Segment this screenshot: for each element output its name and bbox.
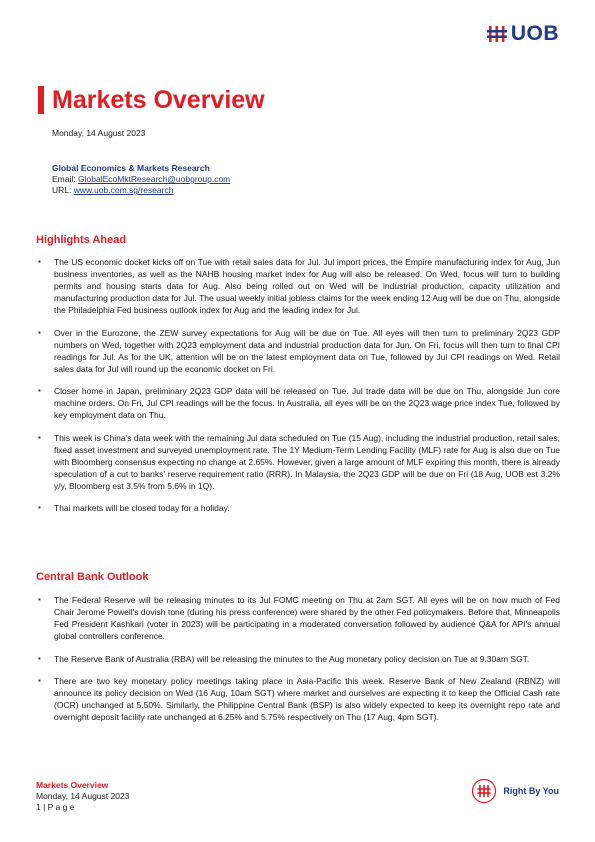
page-number: 1 | P a g e — [36, 802, 75, 812]
list-item: ▪ The Federal Reserve will be releasing minutes to its Jul FOMC meeting on Thu at 2am SGT. All eyes will be on how much of Fed Chair Jerome Powell's dovish tone (during his press conference) were shared by the other Fed policymakers. Before that, Minneapolis Fed President Kashkari (voter in 2023) will be participating in a moderated conversation followed by audience Q&A for API's annual global controllers conference. — [36, 594, 560, 642]
footer-title: Markets Overview — [36, 780, 109, 790]
list-item: ▪ This week is China's data week with the remaining Jul data scheduled on Tue (15 Aug), including the industrial production, retail sales, fixed asset investment and surveyed unemployment rate. The 1Y Medium-Term Lending Facility (MLF) rate for Aug is also due on Tue with Bloomberg consensus expecting no change at 2.65%. However, given a large amount of MLF expiring this month, there is already speculation of a cut to banks' reserve requirement ratio (RRR). In Malaysia, the 2Q23 GDP will be due on Fri (18 Aug, UOB est 3.2% y/y, Bloomberg est 3.5% from 5.6% in 1Q). — [36, 432, 560, 492]
list-item: ▪ Over in the Eurozone, the ZEW survey expectations for Aug will be due on Tue. All eyes will then turn to preliminary 2Q23 GDP numbers on Wed, together with 2Q23 employment data and industrial production data for Jun. On Fri, focus will then turn to final CPI readings for Jul. As for the UK, attention will be on the latest employment data on Tue, followed by Jul CPI readings on Wed. Retail sales data for Jul will round up the economic docket on Fri. — [36, 327, 560, 375]
uob-logo-mark-icon — [487, 25, 507, 43]
list-item: ▪ The US economic docket kicks off on Tue with retail sales data for Jul. Jul import prices, the Empire manufacturing index for Aug, Jun business inventories, as well as the NAHB housing market index for Aug will also be released. On Wed, focus will turn to building permits and housing starts data for Aug. Also being rolled out on Wed will be industrial production, capacity utilization and manufacturing production data for Jul. The usual weekly initial jobless claims for the week ending 12 Aug will be due on Thu, alongside the Philadelphia Fed business outlook index for Aug and the leading index for Jul. — [36, 256, 560, 316]
uob-logo — [487, 22, 559, 46]
highlights-heading: Highlights Ahead — [36, 234, 127, 246]
list-item: ▪ Closer home in Japan, preliminary 2Q23 GDP data will be released on Tue. Jul trade data will be due on Thu, alongside Jun core machine orders. On Fri, Jul CPI readings will be the focus. In Australia, all eyes will be on the 2Q23 wage price index Tue, followed by key employment data on Thu. — [36, 385, 560, 421]
brand-tagline — [471, 778, 559, 804]
url-line — [52, 185, 230, 196]
footer-date: Monday, 14 August 2023 — [36, 791, 130, 801]
report-date: Monday, 14 August 2023 — [52, 128, 146, 138]
department-block — [52, 163, 230, 196]
list-item: ▪ Thai markets will be closed today for a holiday. — [36, 502, 560, 514]
list-item: ▪ There are two key monetary policy meetings taking place in Asia-Pacific this week. Reserve Bank of New Zealand (RBNZ) will announce its policy decision on Wed (16 Aug, 10am SGT) where market and ourselves are expecting it to keep the Official Cash rate (OCR) unchanged at 5.50%. Similarly, the Philippine Central Bank (BSP) is also widely expected to keep its overnight repo rate and overnight deposit facility rate unchanged at 6.25% and 5.75% respectively on Thu (17 Aug, 4pm SGT). — [36, 675, 560, 723]
uob-logo-text: UOB — [510, 22, 559, 45]
right-by-you-icon — [471, 778, 497, 804]
tagline-text: Right By You — [503, 786, 559, 796]
url-label: URL: — [52, 185, 72, 195]
central-bank-heading: Central Bank Outlook — [36, 571, 149, 583]
email-link[interactable]: GlobalEcoMktResearch@uobgroup.com — [78, 174, 231, 184]
email-line — [52, 174, 230, 185]
central-bank-list — [36, 594, 560, 734]
department-name: Global Economics & Markets Research — [52, 163, 210, 173]
highlights-list — [36, 256, 560, 525]
page-title: Markets Overview — [52, 86, 265, 114]
page-footer — [36, 780, 129, 813]
email-label: Email: — [52, 174, 76, 184]
title-accent-bar — [38, 86, 44, 114]
list-item: ▪ The Reserve Bank of Australia (RBA) will be releasing the minutes to the Aug monetary policy decision on Tue at 9.30am SGT. — [36, 653, 560, 665]
url-link[interactable]: www.uob.com.sg/research — [73, 185, 174, 195]
